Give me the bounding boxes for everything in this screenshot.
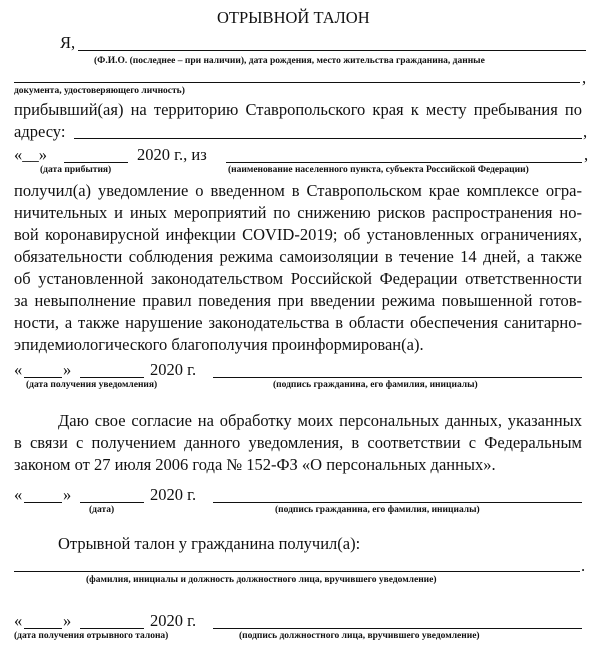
- receipt-period: .: [581, 556, 586, 575]
- receipt-label: Отрывной талон у гражданина получил(а):: [58, 534, 361, 553]
- arrival-place-caption: (наименование населенного пункта, субъекта Российской Федерации): [228, 165, 529, 175]
- sign2-month-line[interactable]: [80, 502, 144, 503]
- arrival-date-caption: (дата прибытия): [40, 165, 112, 175]
- address-line[interactable]: [74, 138, 582, 139]
- sign1-signature-line[interactable]: [213, 377, 582, 378]
- arrival-year-from: 2020 г., из: [137, 145, 207, 164]
- arrival-day-quote: «__»: [14, 145, 47, 164]
- arrival-place-line[interactable]: [226, 162, 582, 163]
- sign2-open-quote: «: [14, 485, 23, 504]
- sign1-open-quote: «: [14, 360, 23, 379]
- address-comma: ,: [583, 122, 588, 141]
- sign3-signature-caption: (подпись должностного лица, вручившего уведомление): [239, 631, 480, 641]
- sign2-day-line[interactable]: [24, 502, 62, 503]
- sign3-signature-line[interactable]: [213, 628, 582, 629]
- notice-paragraph-line: об установленной законодательством Российской Федерации ответственности: [14, 269, 582, 288]
- receipt-caption: (фамилия, инициалы и должность должностного лица, вручившего уведомление): [86, 575, 437, 585]
- consent-line: в связи с получением данного уведомления, в соответствии с Федеральным: [14, 433, 582, 452]
- address-label: адресу:: [14, 122, 66, 141]
- notice-paragraph-last-line: эпидемиологического благополучия проинформирован(а).: [14, 335, 424, 354]
- sign3-open-quote: «: [14, 611, 23, 630]
- sign1-day-line[interactable]: [24, 377, 62, 378]
- receipt-official-line[interactable]: [14, 571, 580, 572]
- consent-line-first: Даю свое согласие на обработку моих персональных данных, указанных: [58, 411, 582, 430]
- ya-label: Я,: [60, 33, 76, 52]
- document-caption: документа, удостоверяющего личность): [14, 86, 185, 96]
- form-title: ОТРЫВНОЙ ТАЛОН: [217, 8, 370, 27]
- arrival-place-comma: ,: [584, 145, 589, 164]
- arrival-month-line[interactable]: [64, 162, 128, 163]
- fio-caption: (Ф.И.О. (последнее – при наличии), дата рождения, место жительства гражданина, данные: [94, 56, 485, 66]
- sign2-year: 2020 г.: [150, 485, 197, 504]
- sign1-month-line[interactable]: [80, 377, 144, 378]
- notice-paragraph-line: обязательности соблюдения режима самоизоляции в течение 14 дней, а также: [14, 247, 582, 266]
- sign3-month-line[interactable]: [80, 628, 144, 629]
- document-line[interactable]: [14, 82, 580, 83]
- sign1-year: 2020 г.: [150, 360, 197, 379]
- sign2-signature-caption: (подпись гражданина, его фамилия, инициалы): [275, 505, 480, 515]
- sign3-date-caption: (дата получения отрывного талона): [14, 631, 169, 641]
- notice-paragraph-line: ничительных и иных мероприятий по снижению рисков распространения но-: [14, 203, 582, 222]
- sign1-date-caption: (дата получения уведомления): [26, 380, 158, 390]
- arrival-text-line: прибывший(ая) на территорию Ставропольского края к месту пребывания по: [14, 100, 582, 119]
- sign1-signature-caption: (подпись гражданина, его фамилия, инициалы): [273, 380, 478, 390]
- consent-line-last: законом от 27 июля 2006 года № 152-ФЗ «О персональных данных».: [14, 455, 496, 474]
- sign2-close-quote: »: [63, 485, 72, 504]
- sign3-close-quote: »: [63, 611, 72, 630]
- sign2-signature-line[interactable]: [213, 502, 582, 503]
- sign1-close-quote: »: [63, 360, 72, 379]
- notice-paragraph-line: за невыполнение правил поведения при введении режима повышенной готов-: [14, 291, 582, 310]
- notice-paragraph-line: получил(а) уведомление о введенном в Ставропольском крае комплексе огра-: [14, 181, 582, 200]
- sign3-day-line[interactable]: [24, 628, 62, 629]
- fio-line[interactable]: [78, 50, 586, 51]
- sign2-date-caption: (дата): [89, 505, 115, 515]
- notice-paragraph-line: ности, а также нарушение законодательства в области обеспечения санитарно-: [14, 313, 582, 332]
- notice-paragraph-line: вой коронавирусной инфекции COVID-2019; об установленных ограничениях,: [14, 225, 582, 244]
- sign3-year: 2020 г.: [150, 611, 197, 630]
- document-line-comma: ,: [582, 68, 587, 87]
